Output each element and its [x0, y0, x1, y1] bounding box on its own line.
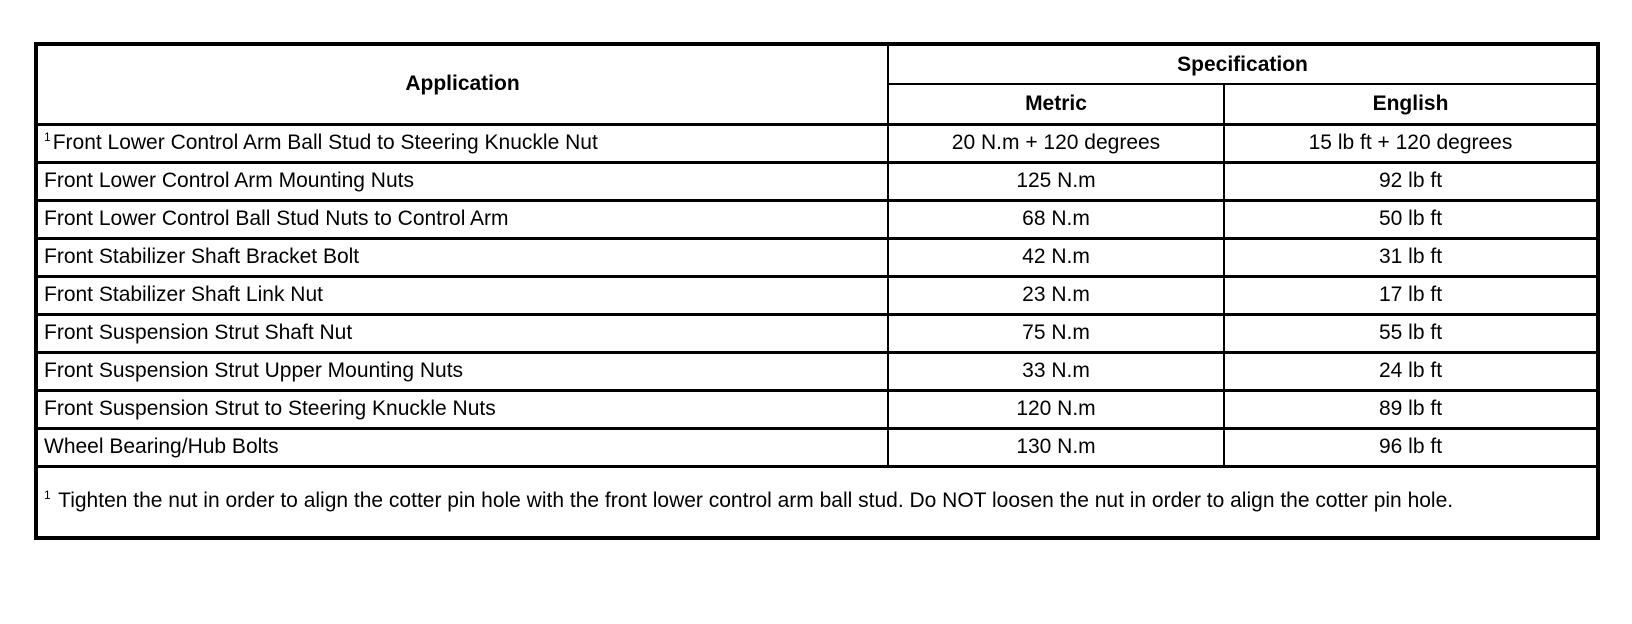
metric-cell: 75 N.m	[888, 314, 1224, 352]
metric-cell: 23 N.m	[888, 276, 1224, 314]
english-cell: 50 lb ft	[1224, 200, 1598, 238]
table-row	[36, 390, 1598, 428]
header-row-1	[36, 44, 1598, 84]
table-row	[36, 124, 1598, 162]
table-row	[36, 162, 1598, 200]
header-application: Application	[36, 44, 888, 124]
metric-cell: 68 N.m	[888, 200, 1224, 238]
table-row	[36, 200, 1598, 238]
english-cell: 55 lb ft	[1224, 314, 1598, 352]
footnote-marker: 1	[44, 130, 51, 144]
english-cell: 89 lb ft	[1224, 390, 1598, 428]
application-cell: Front Stabilizer Shaft Bracket Bolt	[36, 238, 888, 276]
footnote-cell	[36, 466, 1598, 538]
torque-specification-table	[34, 42, 1600, 540]
english-cell: 96 lb ft	[1224, 428, 1598, 466]
table-row	[36, 276, 1598, 314]
application-cell: Front Lower Control Ball Stud Nuts to Control Arm	[36, 200, 888, 238]
table-row	[36, 238, 1598, 276]
table-row	[36, 352, 1598, 390]
english-cell: 92 lb ft	[1224, 162, 1598, 200]
metric-cell: 20 N.m + 120 degrees	[888, 124, 1224, 162]
english-cell: 17 lb ft	[1224, 276, 1598, 314]
application-cell: Front Lower Control Arm Mounting Nuts	[36, 162, 888, 200]
application-text: Front Lower Control Arm Ball Stud to Steering Knuckle Nut	[52, 131, 598, 154]
footnote-marker: 1	[44, 487, 51, 502]
application-cell: Front Suspension Strut Shaft Nut	[36, 314, 888, 352]
metric-cell: 120 N.m	[888, 390, 1224, 428]
header-english: English	[1224, 84, 1598, 124]
table-row	[36, 428, 1598, 466]
metric-cell: 33 N.m	[888, 352, 1224, 390]
metric-cell: 130 N.m	[888, 428, 1224, 466]
header-metric: Metric	[888, 84, 1224, 124]
application-cell: Wheel Bearing/Hub Bolts	[36, 428, 888, 466]
table-body	[36, 124, 1598, 466]
english-cell: 15 lb ft + 120 degrees	[1224, 124, 1598, 162]
application-cell: Front Suspension Strut Upper Mounting Nuts	[36, 352, 888, 390]
application-cell: Front Stabilizer Shaft Link Nut	[36, 276, 888, 314]
footnote-text: Tighten the nut in order to align the cotter pin hole with the front lower control arm ball stud. Do NOT loosen the nut in order to align the cotter pin hole.	[58, 488, 1454, 512]
english-cell: 31 lb ft	[1224, 238, 1598, 276]
footnote-row	[36, 466, 1598, 538]
metric-cell: 42 N.m	[888, 238, 1224, 276]
header-specification: Specification	[888, 44, 1598, 84]
metric-cell: 125 N.m	[888, 162, 1224, 200]
table-row	[36, 314, 1598, 352]
english-cell: 24 lb ft	[1224, 352, 1598, 390]
application-cell: Front Suspension Strut to Steering Knuckle Nuts	[36, 390, 888, 428]
application-cell	[36, 124, 888, 162]
